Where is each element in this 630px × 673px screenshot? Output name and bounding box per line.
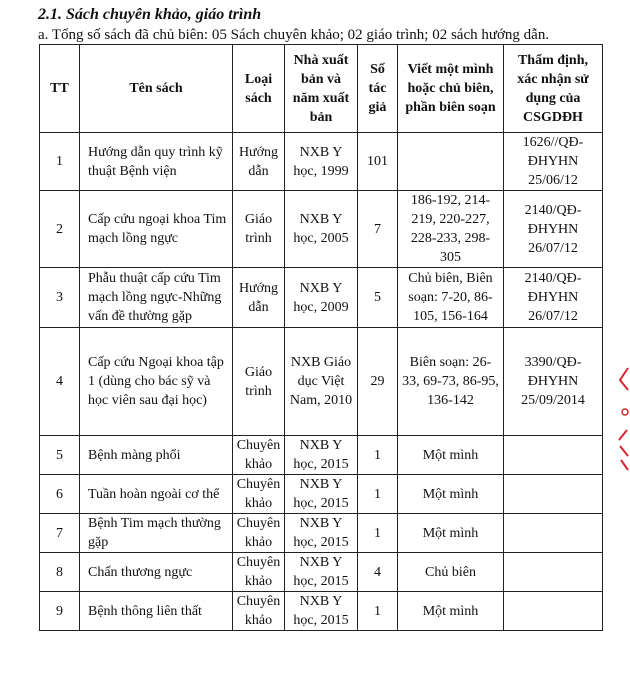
row-type: Chuyên khảo: [233, 436, 285, 475]
row-tt: 9: [40, 592, 80, 631]
row-authors: 1: [358, 592, 398, 631]
row-tt: 8: [40, 553, 80, 592]
row-publisher: NXB Y học, 2015: [285, 475, 358, 514]
row-publisher: NXB Giáo dục Việt Nam, 2010: [285, 328, 358, 436]
row-role: Chủ biên: [398, 553, 504, 592]
row-type: Hướng dẫn: [233, 268, 285, 328]
header-approval: Thẩm định, xác nhận sử dụng của CSGDĐH: [504, 45, 603, 133]
table-row: [40, 436, 603, 475]
section-heading: 2.1. Sách chuyên khảo, giáo trình: [38, 6, 262, 23]
row-type: Giáo trình: [233, 328, 285, 436]
header-authors: Số tác giả: [358, 45, 398, 133]
row-publisher: NXB Y học, 2015: [285, 553, 358, 592]
row-approval: [504, 436, 603, 475]
books-table: [39, 44, 603, 631]
row-tt: 4: [40, 328, 80, 436]
header-role: Viết một mình hoặc chủ biên, phần biên soạn: [398, 45, 504, 133]
row-role: Một mình: [398, 592, 504, 631]
row-publisher: NXB Y học, 1999: [285, 133, 358, 191]
row-publisher: NXB Y học, 2015: [285, 436, 358, 475]
row-type: Chuyên khảo: [233, 514, 285, 553]
row-name: Cấp cứu Ngoại khoa tập 1 (dùng cho bác sỹ và học viên sau đại học): [80, 328, 233, 436]
row-approval: [504, 475, 603, 514]
row-tt: 5: [40, 436, 80, 475]
row-authors: 1: [358, 436, 398, 475]
row-authors: 101: [358, 133, 398, 191]
row-type: Chuyên khảo: [233, 475, 285, 514]
table-row: [40, 328, 603, 436]
row-approval: [504, 514, 603, 553]
section-summary: a. Tổng số sách đã chủ biên: 05 Sách chuyên khảo; 02 giáo trình; 02 sách hướng dẫn.: [38, 27, 550, 43]
row-type: Hướng dẫn: [233, 133, 285, 191]
row-name: Hướng dẫn quy trình kỹ thuật Bệnh viện: [80, 133, 233, 191]
row-approval: 2140/QĐ-ĐHYHN 26/07/12: [504, 268, 603, 328]
row-name: Tuần hoàn ngoài cơ thể: [80, 475, 233, 514]
row-approval: 2140/QĐ-ĐHYHN 26/07/12: [504, 191, 603, 268]
row-authors: 1: [358, 475, 398, 514]
header-type: Loại sách: [233, 45, 285, 133]
row-name: Phẫu thuật cấp cứu Tim mạch lồng ngực-Những vấn đề thường gặp: [80, 268, 233, 328]
row-authors: 4: [358, 553, 398, 592]
row-name: Chấn thương ngực: [80, 553, 233, 592]
row-approval: 3390/QĐ-ĐHYHN 25/09/2014: [504, 328, 603, 436]
table-row: [40, 592, 603, 631]
row-tt: 1: [40, 133, 80, 191]
row-role: Biên soạn: 26-33, 69-73, 86-95, 136-142: [398, 328, 504, 436]
row-role: [398, 133, 504, 191]
row-name: Cấp cứu ngoại khoa Tim mạch lồng ngực: [80, 191, 233, 268]
row-authors: 7: [358, 191, 398, 268]
row-role: Chủ biên, Biên soạn: 7-20, 86-105, 156-164: [398, 268, 504, 328]
row-role: Một mình: [398, 475, 504, 514]
row-role: Một mình: [398, 514, 504, 553]
row-publisher: NXB Y học, 2005: [285, 191, 358, 268]
table-row: [40, 268, 603, 328]
row-approval: [504, 592, 603, 631]
table-row: [40, 191, 603, 268]
header-publisher: Nhà xuất bản và năm xuất bản: [285, 45, 358, 133]
row-authors: 29: [358, 328, 398, 436]
row-tt: 3: [40, 268, 80, 328]
row-name: Bệnh Tim mạch thường gặp: [80, 514, 233, 553]
row-role: Một mình: [398, 436, 504, 475]
header-tt: TT: [40, 45, 80, 133]
row-publisher: NXB Y học, 2009: [285, 268, 358, 328]
row-publisher: NXB Y học, 2015: [285, 514, 358, 553]
row-tt: 2: [40, 191, 80, 268]
header-name: Tên sách: [80, 45, 233, 133]
table-header-row: [40, 45, 603, 133]
row-tt: 7: [40, 514, 80, 553]
row-authors: 5: [358, 268, 398, 328]
row-name: Bệnh màng phổi: [80, 436, 233, 475]
stamp-edge-mark: [616, 360, 630, 480]
table-row: [40, 514, 603, 553]
table-row: [40, 553, 603, 592]
row-approval: [504, 553, 603, 592]
table-row: [40, 133, 603, 191]
row-publisher: NXB Y học, 2015: [285, 592, 358, 631]
row-tt: 6: [40, 475, 80, 514]
row-type: Chuyên khảo: [233, 553, 285, 592]
row-name: Bệnh thông liên thất: [80, 592, 233, 631]
row-type: Chuyên khảo: [233, 592, 285, 631]
row-role: 186-192, 214-219, 220-227, 228-233, 298-305: [398, 191, 504, 268]
row-authors: 1: [358, 514, 398, 553]
row-approval: 1626//QĐ-ĐHYHN 25/06/12: [504, 133, 603, 191]
table-row: [40, 475, 603, 514]
row-type: Giáo trình: [233, 191, 285, 268]
